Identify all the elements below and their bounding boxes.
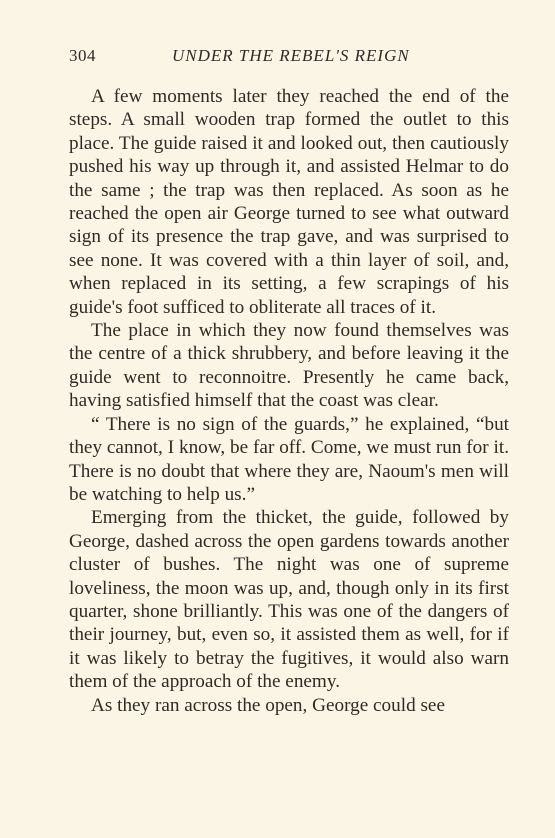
- paragraph-1: A few moments later they reached the end of the steps. A small wooden trap formed the outlet to this place. The guide raised it and looked out, then cautiously pushed his way up through it, and assisted Helmar to do the same ; the trap was then replaced. As soon as he reached the open air George turned to see what outward sign of its presence the trap gave, and was surprised to see none. It was covered with a thin layer of soil, and, when replaced in its setting, a few scrapings of his guide's foot sufficed to obliterate all traces of it.: [69, 86, 509, 318]
- page-number: 304: [69, 46, 96, 65]
- page-header: [69, 46, 509, 70]
- paragraph-2: The place in which they now found themselves was the centre of a thick shrubbery, and before leaving it the guide went to reconnoitre. Presently he came back, having satisfied himself that the coast was clear.: [69, 320, 509, 412]
- paragraph-3: “ There is no sign of the guards,” he explained, “but they cannot, I know, be far off. Come, we must run for it. There is no doubt that where they are, Naoum's men will be watching to help us.”: [69, 413, 509, 505]
- paragraph-5: As they ran across the open, George could see: [91, 694, 445, 716]
- body-text: [69, 85, 509, 717]
- paragraph-4: Emerging from the thicket, the guide, followed by George, dashed across the open gardens towards another cluster of bushes. The night was one of supreme loveliness, the moon was up, and, though only in its first quarter, shone brilliantly. This was one of the dangers of their journey, but, even so, it assisted them as well, for if it was likely to betray the fugitives, it would also warn them of the approach of the enemy.: [69, 507, 509, 693]
- running-title: UNDER THE REBEL'S REIGN: [172, 46, 410, 65]
